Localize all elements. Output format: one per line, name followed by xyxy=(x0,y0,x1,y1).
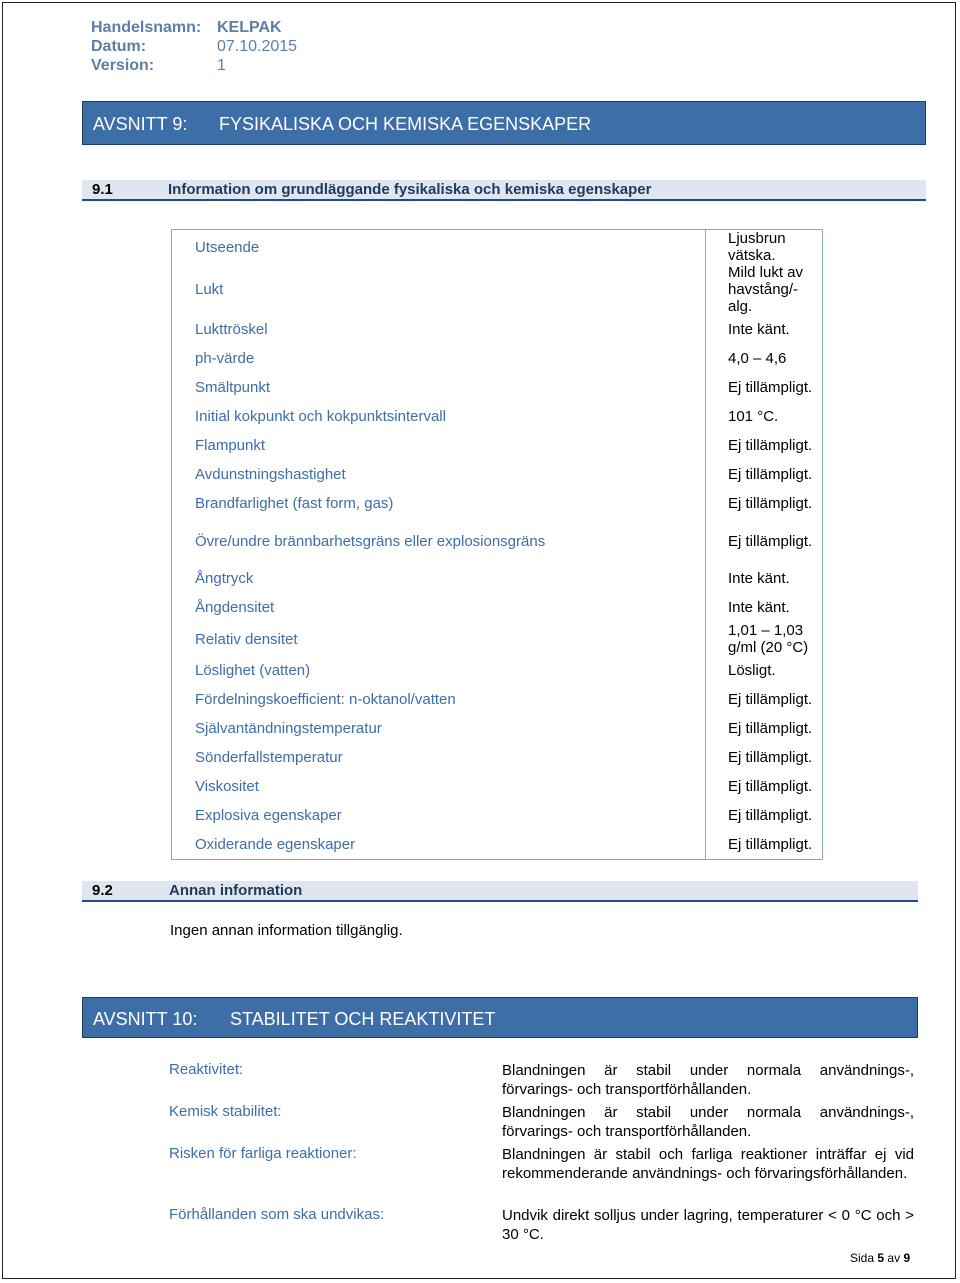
section-9-number: AVSNITT 9: xyxy=(93,114,188,134)
version-row xyxy=(91,57,226,75)
property-value: Ej tillämpligt. xyxy=(706,685,823,714)
hazardous-reactions-label: Risken för farliga reaktioner: xyxy=(169,1145,357,1162)
property-value: Ej tillämpligt. xyxy=(706,830,823,859)
property-label: Initial kokpunkt och kokpunktsintervall xyxy=(172,402,706,431)
property-value: Mild lukt av havstång/-alg. xyxy=(706,264,823,315)
other-information-text: Ingen annan information tillgänglig. xyxy=(170,922,403,939)
property-value: Inte känt. xyxy=(706,593,823,622)
table-row xyxy=(172,830,823,859)
date-value: 07.10.2015 xyxy=(217,38,298,55)
table-row xyxy=(172,685,823,714)
table-row xyxy=(172,460,823,489)
table-row xyxy=(172,593,823,622)
date-row xyxy=(91,38,297,56)
property-label: Brandfarlighet (fast form, gas) xyxy=(172,489,706,518)
page-prefix: Sida xyxy=(850,1251,875,1265)
property-value: 101 °C. xyxy=(706,402,823,431)
table-row xyxy=(172,315,823,344)
property-label: Lukttröskel xyxy=(172,315,706,344)
property-value: Ej tillämpligt. xyxy=(706,801,823,830)
table-row xyxy=(172,344,823,373)
table-row xyxy=(172,743,823,772)
property-label: Ångdensitet xyxy=(172,593,706,622)
section-10-header xyxy=(82,997,918,1038)
table-row xyxy=(172,772,823,801)
table-row xyxy=(172,564,823,593)
property-label: Ångtryck xyxy=(172,564,706,593)
property-value: Ej tillämpligt. xyxy=(706,772,823,801)
table-row xyxy=(172,431,823,460)
property-value: Ljusbrun vätska. xyxy=(706,230,823,265)
property-value: Lösligt. xyxy=(706,656,823,685)
reactivity-value: Blandningen är stabil under normala användnings-, förvarings- och transportförhållanden. xyxy=(502,1062,914,1098)
hazardous-reactions-value: Blandningen är stabil och farliga reaktioner inträffar ej vid rekommenderande användnings- och förvaringsförhållanden. xyxy=(502,1146,914,1182)
chemical-stability-value: Blandningen är stabil under normala användnings-, förvarings- och transportförhållanden. xyxy=(502,1104,914,1140)
property-label: Utseende xyxy=(172,230,706,265)
section-9-header xyxy=(82,101,926,145)
property-value: Ej tillämpligt. xyxy=(706,373,823,402)
property-label: Explosiva egenskaper xyxy=(172,801,706,830)
trade-name-row xyxy=(91,19,282,37)
property-value: Ej tillämpligt. xyxy=(706,489,823,518)
property-label: Lukt xyxy=(172,264,706,315)
table-row xyxy=(172,801,823,830)
subsection-9-2-number: 9.2 xyxy=(92,882,113,899)
property-label: Fördelningskoefficient: n-oktanol/vatten xyxy=(172,685,706,714)
trade-name-label: Handelsnamn: xyxy=(91,19,202,36)
subsection-9-2-header xyxy=(82,881,918,902)
subsection-9-2-title: Annan information xyxy=(169,882,303,899)
chemical-stability-label: Kemisk stabilitet: xyxy=(169,1103,282,1120)
section-10-number: AVSNITT 10: xyxy=(93,1009,198,1029)
table-row xyxy=(172,656,823,685)
property-value: Ej tillämpligt. xyxy=(706,460,823,489)
property-value: Ej tillämpligt. xyxy=(706,743,823,772)
property-label: Flampunkt xyxy=(172,431,706,460)
version-value: 1 xyxy=(217,57,226,74)
property-label: Viskositet xyxy=(172,772,706,801)
property-label: Sönderfallstemperatur xyxy=(172,743,706,772)
property-label: Smältpunkt xyxy=(172,373,706,402)
subsection-9-1-header xyxy=(82,180,926,201)
properties-table xyxy=(171,229,823,860)
section-10-title: STABILITET OCH REAKTIVITET xyxy=(230,1009,496,1029)
property-value: 4,0 – 4,6 xyxy=(706,344,823,373)
property-label: Oxiderande egenskaper xyxy=(172,830,706,859)
total-pages: 9 xyxy=(903,1251,911,1265)
property-label: Relativ densitet xyxy=(172,622,706,656)
reactivity-label: Reaktivitet: xyxy=(169,1061,244,1078)
property-label: ph-värde xyxy=(172,344,706,373)
page-number xyxy=(850,1251,910,1265)
date-label: Datum: xyxy=(91,38,147,55)
page-of: av xyxy=(887,1251,901,1265)
version-label: Version: xyxy=(91,57,155,74)
property-value: Ej tillämpligt. xyxy=(706,714,823,743)
table-row xyxy=(172,518,823,564)
table-row xyxy=(172,489,823,518)
subsection-9-1-title: Information om grundläggande fysikaliska och kemiska egenskaper xyxy=(168,181,652,198)
section-9-title: FYSIKALISKA OCH KEMISKA EGENSKAPER xyxy=(219,114,592,134)
property-value: Inte känt. xyxy=(706,564,823,593)
table-row xyxy=(172,264,823,315)
current-page: 5 xyxy=(877,1251,885,1265)
property-value: 1,01 – 1,03 g/ml (20 °C) xyxy=(706,622,823,656)
table-row xyxy=(172,714,823,743)
table-row xyxy=(172,373,823,402)
trade-name-value: KELPAK xyxy=(217,19,282,36)
table-row xyxy=(172,622,823,656)
conditions-to-avoid-label: Förhållanden som ska undvikas: xyxy=(169,1206,385,1223)
conditions-to-avoid-value: Undvik direkt solljus under lagring, temperaturer < 0 °C och > 30 °C. xyxy=(502,1207,914,1243)
table-row xyxy=(172,402,823,431)
property-value: Ej tillämpligt. xyxy=(706,518,823,564)
property-value: Ej tillämpligt. xyxy=(706,431,823,460)
table-row xyxy=(172,230,823,265)
property-label: Löslighet (vatten) xyxy=(172,656,706,685)
property-label: Avdunstningshastighet xyxy=(172,460,706,489)
property-value: Inte känt. xyxy=(706,315,823,344)
property-label: Övre/undre brännbarhetsgräns eller explosionsgräns xyxy=(172,518,706,564)
property-label: Självantändningstemperatur xyxy=(172,714,706,743)
subsection-9-1-number: 9.1 xyxy=(92,181,113,198)
